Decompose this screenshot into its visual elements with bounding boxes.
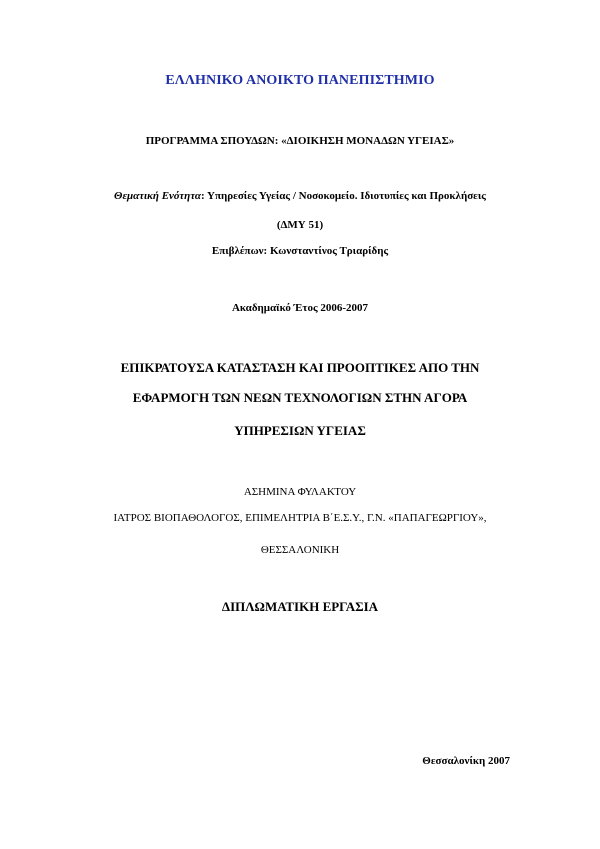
author-affiliation: ΙΑΤΡΟΣ ΒΙΟΠΑΘΟΛΟΓΟΣ, ΕΠΙΜΕΛΗΤΡΙΑ Β΄Ε.Σ.Υ., Γ.Ν. «ΠΑΠΑΓΕΩΡΓΙΟΥ», (113, 512, 487, 524)
author-name: ΑΣΗΜΙΝΑ ΦΥΛΑΚΤΟΥ (243, 486, 357, 498)
thematic-module-value: : Υπηρεσίες Υγείας / Νοσοκομείο. Ιδιοτυπίες και Προκλήσεις (201, 190, 486, 202)
author-city: ΘΕΣΣΑΛΟΝΙΚΗ (260, 544, 340, 556)
academic-year: Ακαδημαϊκό Έτος 2006-2007 (231, 302, 369, 314)
course-code: (ΔΜΥ 51) (276, 219, 324, 231)
thesis-type: ΔΙΠΛΩΜΑΤΙΚΗ ΕΡΓΑΣΙΑ (221, 599, 379, 614)
thesis-title-line-3: ΥΠΗΡΕΣΙΩΝ ΥΓΕΙΑΣ (234, 423, 366, 438)
thematic-module-label: Θεματική Ενότητα (114, 190, 202, 202)
place-and-date: Θεσσαλονίκη 2007 (422, 755, 510, 767)
university-name: ΕΛΛΗΝΙΚΟ ΑΝΟΙΚΤΟ ΠΑΝΕΠΙΣΤΗΜΙΟ (165, 73, 435, 88)
program-of-study: ΠΡΟΓΡΑΜΜΑ ΣΠΟΥΔΩΝ: «ΔΙΟΙΚΗΣΗ ΜΟΝΑΔΩΝ ΥΓΕΙΑΣ» (145, 135, 455, 147)
supervisor: Επιβλέπων: Κωνσταντίνος Τριαρίδης (211, 245, 389, 257)
thesis-title-line-1: ΕΠΙΚΡΑΤΟΥΣΑ ΚΑΤΑΣΤΑΣΗ ΚΑΙ ΠΡΟΟΠΤΙΚΕΣ ΑΠΟ ΤΗΝ (120, 360, 480, 375)
thematic-module (0, 191, 600, 202)
thesis-title-line-2: ΕΦΑΡΜΟΓΗ ΤΩΝ ΝΕΩΝ ΤΕΧΝΟΛΟΓΙΩΝ ΣΤΗΝ ΑΓΟΡΑ (132, 390, 468, 405)
